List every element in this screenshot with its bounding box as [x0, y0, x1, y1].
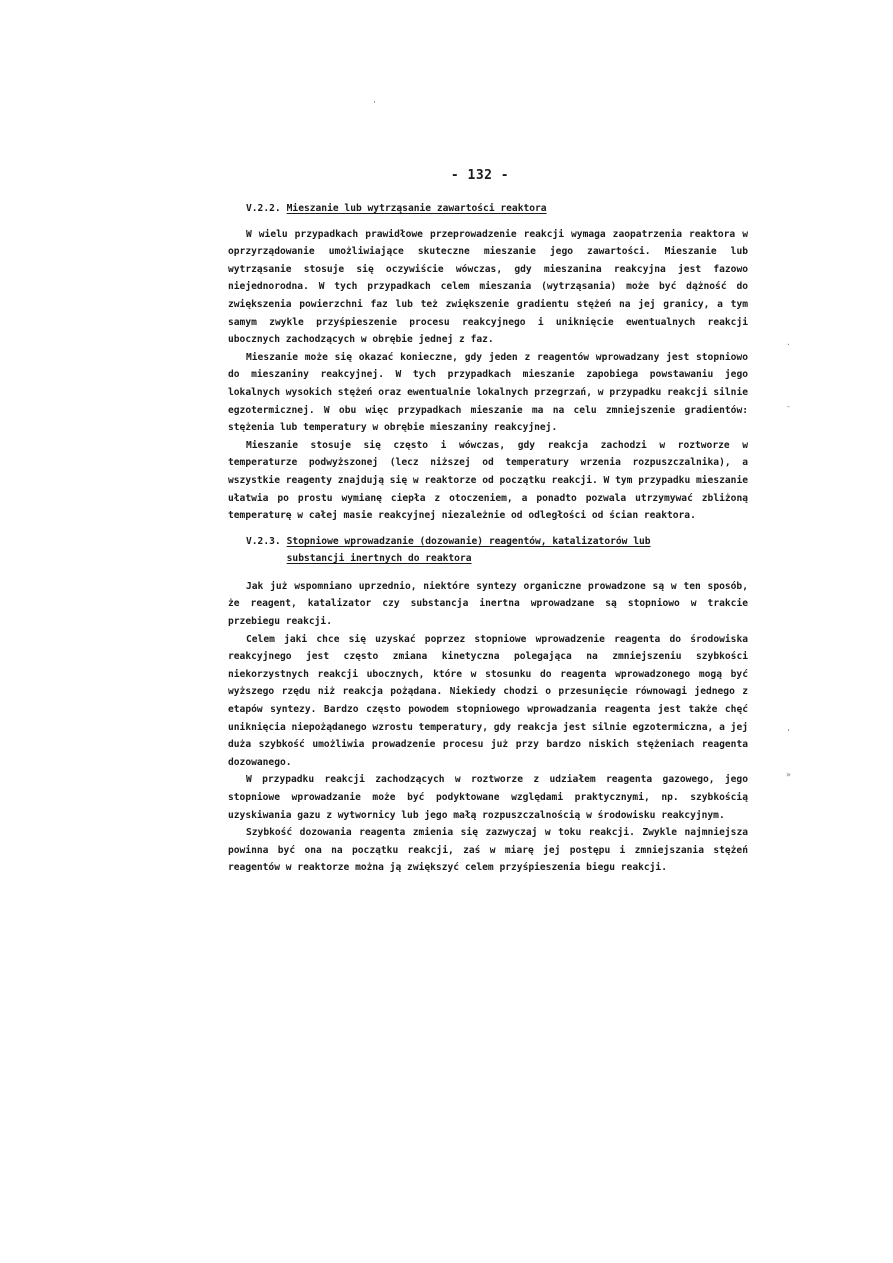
page-content — [228, 200, 748, 877]
scan-speck: ' — [786, 728, 791, 737]
paragraph: W wielu przypadkach prawidłowe przeprowadzenie reakcji wymaga zaopatrzenia reaktora w oprzyrządowanie umożliwiające skuteczne mieszanie jego zawartości. Mieszanie lub wytrząsanie stosuje się oczywiście wówczas, gdy mieszanina reakcyjna jest fazowo niejednorodna. W tych przypadkach celem mieszania (wytrząsania) może być dążność do zwiększenia powierzchni faz lub też zwiększenie gradientu stężeń na jej granicy, a tym samym zwykle przyśpieszenie procesu reakcyjnego i uniknięcie ewentualnych reakcji ubocznych zachodzących w obrębie jednej z faz. — [228, 228, 748, 346]
scan-speck: - — [786, 402, 791, 411]
page-number: - 132 - — [450, 168, 510, 183]
paragraph: Celem jaki chce się uzyskać poprzez stopniowe wprowadzenie reagenta do środowiska reakcyjnego jest często zmiana kinetyczna polegająca na zmniejszeniu szybkości niekorzystnych reakcji ubocznych, które w stosunku do reagenta wprowadzonego mogą być wyższego rzędu niż reakcja pożądana. Niekiedy chodzi o przesunięcie równowagi jednego z etapów syntezy. Bardzo często powodem stopniowego wprowadzania reagenta jest także chęć uniknięcia niepożądanego wzrostu temperatury, gdy reakcja jest silnie egzotermiczna, a jej duża szybkość umożliwia prowadzenie procesu już przy bardzo niskich stężeniach reagenta dozowanego. — [228, 633, 748, 768]
section-title — [287, 533, 651, 568]
section-title: Mieszanie lub wytrząsanie zawartości reaktora — [286, 203, 547, 214]
section-number: V.2.3. — [246, 535, 281, 547]
scan-speck: » — [786, 770, 791, 779]
scan-speck: · — [786, 340, 791, 349]
scan-speck-top: ' — [372, 100, 377, 109]
section-v-2-3 — [228, 533, 748, 877]
section-number: V.2.2. — [246, 203, 281, 214]
paragraph: Szybkość dozowania reagenta zmienia się zazwyczaj w toku reakcji. Zwykle najmniejsza powinna być ona na początku reakcji, zaś w miarę jej postępu i zmniejszania stężeń reagentów w reaktorze można ją zwiększyć celem przyśpieszenia biegu reakcji. — [228, 827, 748, 874]
paragraph: Mieszanie stosuje się często i wówczas, gdy reakcja zachodzi w roztworze w temperaturze podwyższonej (lecz niższej od temperatury wrzenia rozpuszczalnika), a wszystkie reagenty znajdują się w reaktorze od początku reakcji. W tym przypadku mieszanie ułatwia po prostu wymianę ciepła z otoczeniem, a ponadto pozwala utrzymywać zbliżoną temperaturę w całej masie reakcyjnej niezależnie od odległości od ścian reaktora. — [228, 439, 748, 522]
section-heading — [228, 200, 748, 218]
section-heading — [228, 533, 748, 568]
section-title-line-1: Stopniowe wprowadzanie (dozowanie) reagentów, katalizatorów lub — [286, 535, 651, 547]
section-title-line-2: substancji inertnych do reaktora — [286, 553, 472, 565]
section-v-2-2 — [228, 200, 748, 525]
paragraph: Jak już wspomniano uprzednio, niektóre syntezy organiczne prowadzone są w ten sposób, że reagent, katalizator czy substancja inertna wprowadzane są stopniowo w trakcie przebiegu reakcji. — [228, 580, 748, 628]
paragraph: Mieszanie może się okazać konieczne, gdy jeden z reagentów wprowadzany jest stopniowo do mieszaniny reakcyjnej. W tych przypadkach mieszanie zapobiega powstawaniu jego lokalnych wysokich stężeń oraz ewentualnie lokalnych przegrzań, w przypadku reakcji silnie egzotermicznej. W obu więc przypadkach mieszanie ma na celu zmniejszenie gradientów: stężenia lub temperatury w obrębie mieszaniny reakcyjnej. — [228, 351, 748, 434]
paragraph: W przypadku reakcji zachodzących w roztworze z udziałem reagenta gazowego, jego stopniowe wprowadzanie może być podyktowane względami praktycznymi, np. szybkością uzyskiwania gazu z wytwornicy lub jego małą rozpuszczalnością w środowisku reakcyjnym. — [228, 774, 748, 821]
